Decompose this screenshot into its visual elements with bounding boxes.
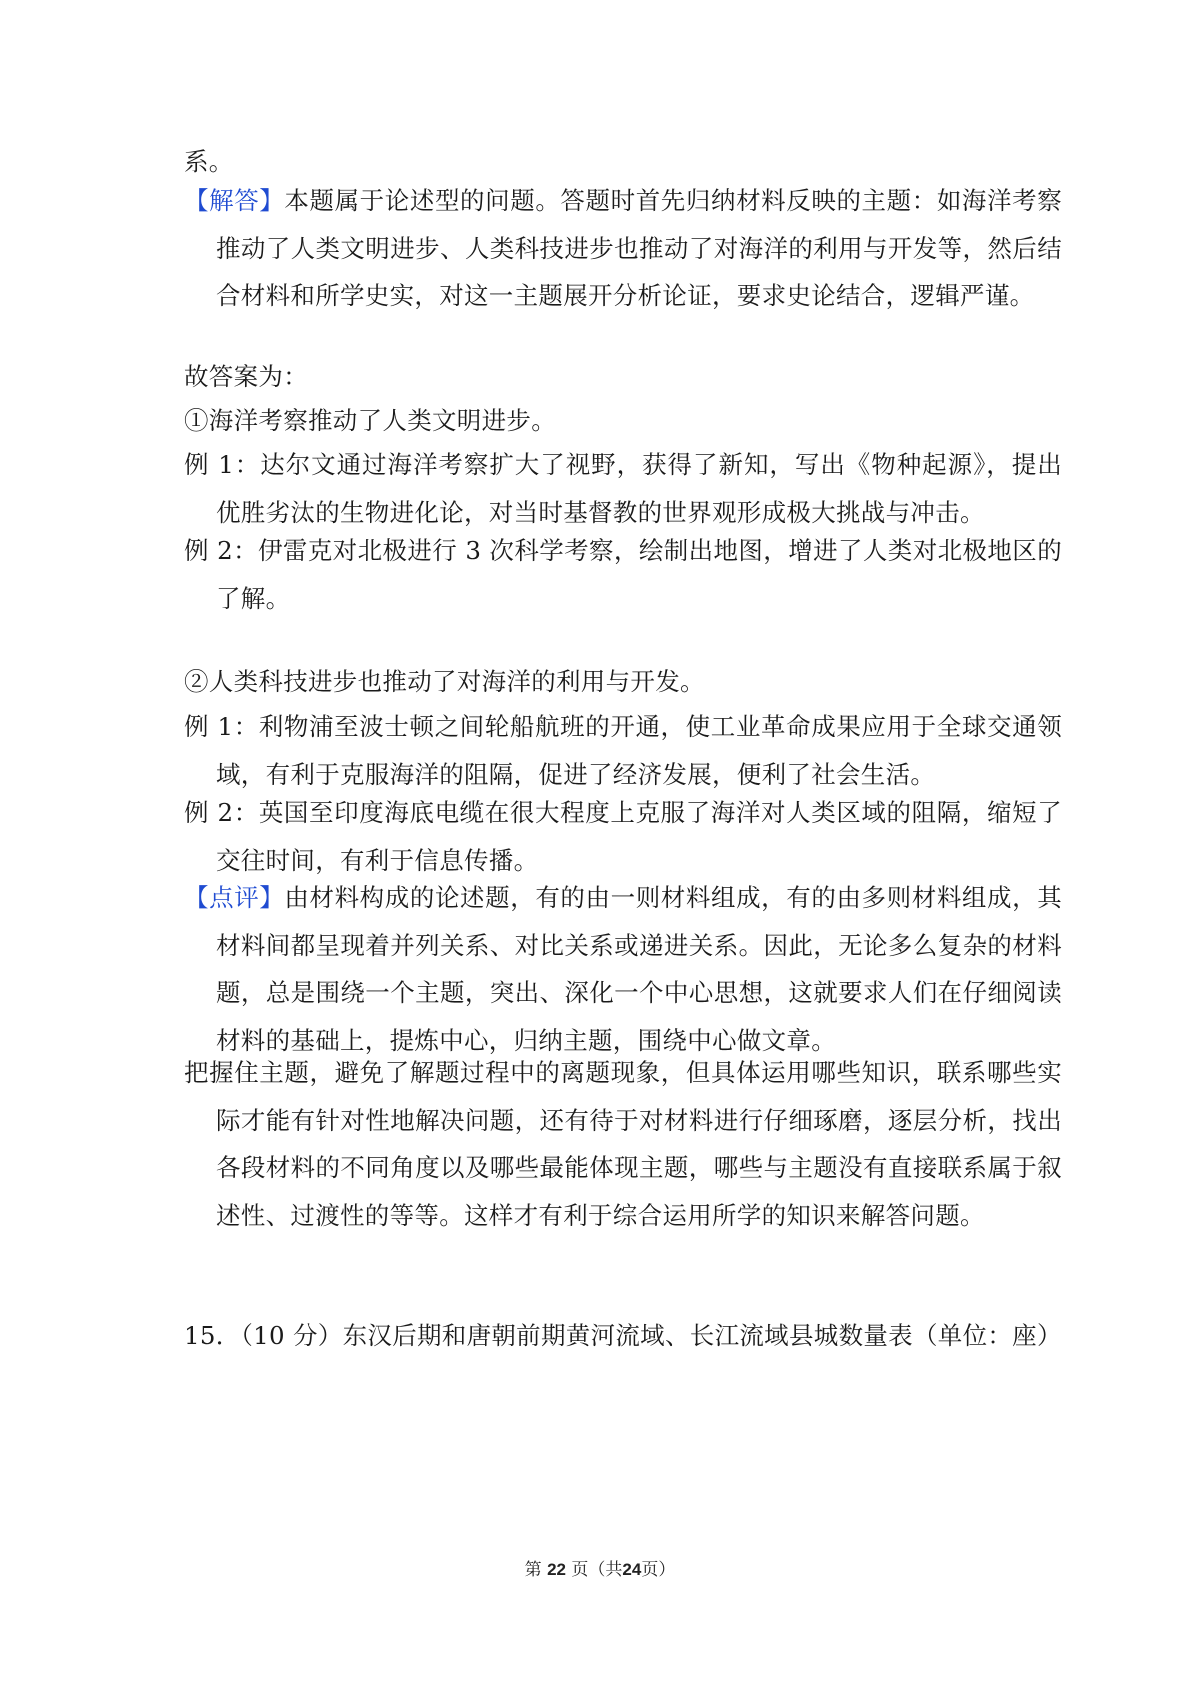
paragraph-example-1-1: 例 1：达尔文通过海洋考察扩大了视野，获得了新知，写出《物种起源》，提出优胜劣汰的生物进化论，对当时基督教的世界观形成极大挑战与冲击。 bbox=[184, 450, 1062, 527]
comment-tag: 【点评】 bbox=[184, 883, 285, 912]
page-footer: 第 22 页（共24页） bbox=[524, 1560, 676, 1580]
paragraph-example-2-2: 例 2：英国至印度海底电缆在很大程度上克服了海洋对人类区域的阻隔，缩短了交往时间，有利于信息传播。 bbox=[184, 798, 1062, 875]
paragraph-example-2-1: 例 1：利物浦至波士顿之间轮船航班的开通，使工业革命成果应用于全球交通领域，有利于克服海洋的阻隔，促进了经济发展，便利了社会生活。 bbox=[184, 712, 1062, 789]
question-15: 15．（10 分）东汉后期和唐朝前期黄河流域、长江流域县城数量表（单位：座） bbox=[184, 1321, 1062, 1350]
current-page-number: 22 bbox=[547, 1560, 566, 1579]
paragraph-point-1: ①海洋考察推动了人类文明进步。 bbox=[184, 406, 556, 435]
paragraph-answer: 【解答】本题属于论述型的问题。答题时首先归纳材料反映的主题：如海洋考察推动了人类文明进步、人类科技进步也推动了对海洋的利用与开发等，然后结合材料和所学史实，对这一主题展开分析论证，要求史论结合，逻辑严谨。 bbox=[184, 186, 1063, 310]
answer-tag: 【解答】 bbox=[184, 186, 285, 215]
paragraph-comment: 【点评】由材料构成的论述题，有的由一则材料组成，有的由多则材料组成，其材料间都呈现着并列关系、对比关系或递进关系。因此，无论多么复杂的材料题，总是围绕一个主题，突出、深化一个中心思想，这就要求人们在仔细阅读材料的基础上，提炼中心，归纳主题，围绕中心做文章。 bbox=[184, 883, 1063, 1055]
paragraph-answer-intro: 故答案为： bbox=[184, 362, 308, 391]
paragraph-point-2: ②人类科技进步也推动了对海洋的利用与开发。 bbox=[184, 667, 705, 696]
total-page-number: 24 bbox=[622, 1560, 642, 1579]
paragraph-comment-continued: 把握住主题，避免了解题过程中的离题现象，但具体运用哪些知识，联系哪些实际才能有针对性地解决问题，还有待于对材料进行仔细琢磨，逐层分析，找出各段材料的不同角度以及哪些最能体现主题，哪些与主题没有直接联系属于叙述性、过渡性的等等。这样才有利于综合运用所学的知识来解答问题。 bbox=[184, 1058, 1062, 1230]
paragraph-continuation: 系。 bbox=[184, 147, 234, 176]
paragraph-example-1-2: 例 2：伊雷克对北极进行 3 次科学考察，绘制出地图，增进了人类对北极地区的了解。 bbox=[184, 536, 1062, 613]
